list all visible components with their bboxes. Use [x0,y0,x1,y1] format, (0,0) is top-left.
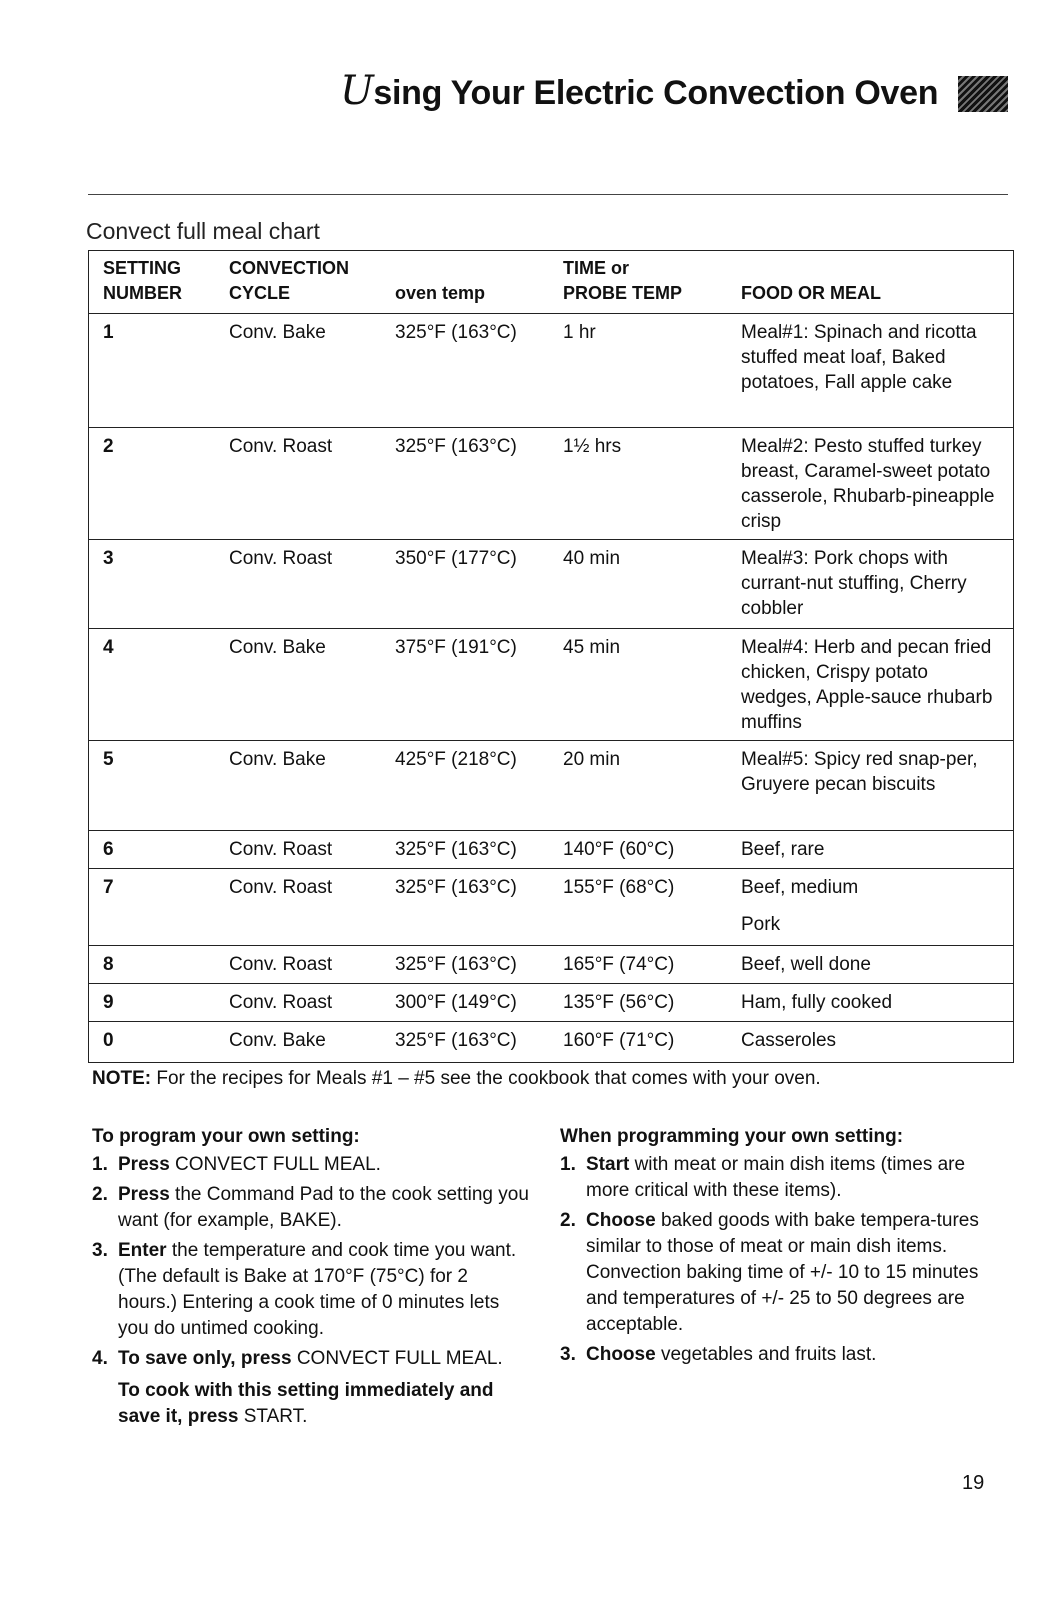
table-row: 7 Conv. Roast 325°F (163°C) 155°F (68°C) Beef, medium Pork [89,869,1013,946]
table-row: 4 Conv. Bake 375°F (191°C) 45 min Meal#4: Herb and pecan fried chicken, Crispy potato wedges, Apple-sauce rhubarb muffins [89,629,1013,741]
table-row: 3 Conv. Roast 350°F (177°C) 40 min Meal#3: Pork chops with currant-nut stuffing, Cherry cobbler [89,540,1013,629]
program-own-heading: To program your own setting: [92,1126,360,1147]
top-divider [88,194,1008,195]
brand-logo-icon [958,76,1008,112]
header-time-probe: TIME or PROBE TEMP [563,258,683,303]
table-row: 5 Conv. Bake 425°F (218°C) 20 min Meal#5: Spicy red snap-per, Gruyere pecan biscuits [89,741,1013,831]
header-oven-temp: oven temp [395,283,486,303]
list-item: 3. Enter the temperature and cook time you want. (The default is Bake at 170°F (75°C) for 2 hours.) Entering a cook time of 0 minutes lets you do untimed cooking. [92,1240,517,1339]
table-row: 0 Conv. Bake 325°F (163°C) 160°F (71°C) Casseroles [89,1022,1013,1063]
program-own-steps [92,1152,532,1372]
list-item: 3. Choose vegetables and fruits last. [560,1344,877,1365]
title-rest: sing Your Electric Convection Oven [373,74,939,112]
header-setting-number: SETTING NUMBER [103,258,182,303]
list-item: 2. Choose baked goods with bake tempera-tures similar to those of meat or main dish items. Convection baking time of +/- 10 to 15 minutes and temperatures of +/- 25 to 50 degrees are acceptable. [560,1210,979,1335]
table-row: 6 Conv. Roast 325°F (163°C) 140°F (60°C) Beef, rare [89,831,1013,869]
list-item: 4. To save only, press CONVECT FULL MEAL. [92,1348,503,1369]
table-row: 8 Conv. Roast 325°F (163°C) 165°F (74°C) Beef, well done [89,946,1013,984]
when-programming-steps [560,1152,992,1368]
when-programming-section [560,1124,992,1372]
table-row: 2 Conv. Roast 325°F (163°C) 1½ hrs Meal#2: Pesto stuffed turkey breast, Caramel-sweet potato casserole, Rhubarb-pineapple crisp [89,428,1013,540]
when-programming-heading: When programming your own setting: [560,1126,904,1147]
title-initial: U [340,68,374,114]
convect-meal-chart [88,250,1014,1063]
table-header [89,251,1013,314]
cook-immediately-instruction: To cook with this setting immediately and save it, press START. [118,1380,494,1427]
table-row: 9 Conv. Roast 300°F (149°C) 135°F (56°C) Ham, fully cooked [89,984,1013,1022]
page-title [340,68,940,114]
table-row: 1 Conv. Bake 325°F (163°C) 1 hr Meal#1: Spinach and ricotta stuffed meat loaf, Baked potatoes, Fall apple cake [89,314,1013,428]
list-item: 1. Start with meat or main dish items (times are more critical with these items). [560,1154,966,1201]
section-title: Convect full meal chart [86,218,320,244]
header-convection-cycle: CONVECTION CYCLE [229,258,350,303]
page-number: 19 [962,1472,985,1494]
list-item: 2. Press the Command Pad to the cook setting you want (for example, BAKE). [92,1184,529,1231]
program-own-setting-section [92,1124,532,1430]
table-note: NOTE: For the recipes for Meals #1 – #5 see the cookbook that comes with your oven. [92,1068,821,1089]
list-item: 1. Press CONVECT FULL MEAL. [92,1154,381,1175]
header-food-meal: FOOD OR MEAL [741,283,881,303]
